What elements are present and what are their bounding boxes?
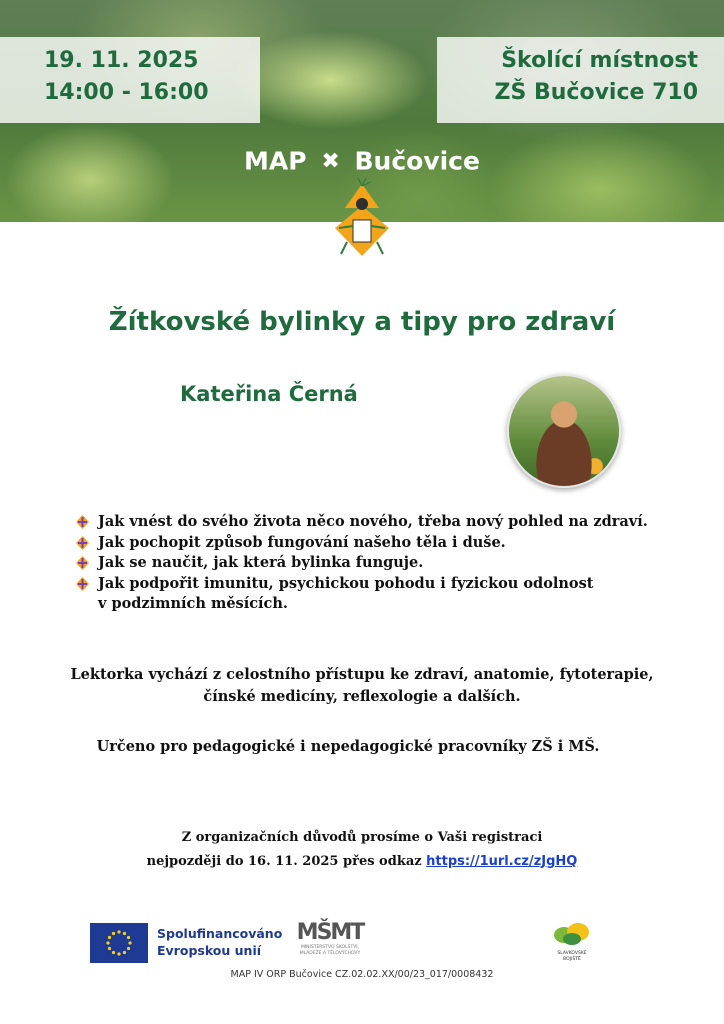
bullet-icon — [76, 515, 89, 529]
registration-line-1: Z organizačních důvodů prosíme o Vaši registraci — [181, 830, 543, 845]
logo-town-text: Bučovice — [354, 146, 480, 176]
registration-link[interactable]: https://1url.cz/zJgHQ — [426, 854, 578, 869]
bullet-icon — [76, 556, 89, 570]
eu-flag-icon — [90, 923, 148, 963]
approach-line: Lektorka vychází z celostního přístupu ke zdraví, anatomie, fytoterapie, — [70, 666, 654, 683]
list-item — [76, 512, 676, 533]
bullet-text: Jak podpořit imunitu, psychickou pohodu i fyzickou odolnost — [98, 574, 594, 592]
slavkovske-bojiste-logo — [548, 923, 596, 963]
mascot-figure-icon — [329, 178, 395, 262]
msmt-line: MLÁDEŽE A TĚLOVÝCHOVY — [299, 951, 361, 956]
event-time: 14:00 - 16:00 — [44, 80, 209, 105]
bullet-text: Jak se naučit, jak která bylinka funguje. — [98, 554, 424, 571]
date-time-box — [0, 37, 260, 123]
slav-line: BOJIŠTĚ — [563, 957, 581, 962]
msmt-mark: MŠMT — [296, 920, 364, 945]
lecturer-name: Kateřina Černá — [180, 382, 358, 406]
logo-map-text: MAP — [244, 146, 307, 176]
event-date: 19. 11. 2025 — [44, 48, 199, 73]
registration-line-2 — [0, 854, 724, 869]
list-item — [76, 574, 676, 595]
audience-text: Určeno pro pedagogické i nepedagogické pracovníky ZŠ i MŠ. — [96, 738, 600, 755]
approach-line: čínské medicíny, reflexologie a dalších. — [203, 688, 521, 705]
leaf-icon — [550, 923, 594, 945]
venue-address: ZŠ Bučovice 710 — [494, 80, 698, 105]
topic-list — [76, 512, 676, 615]
venue-name: Školící místnost — [501, 48, 698, 73]
bullet-icon — [76, 536, 89, 550]
approach-paragraph — [0, 664, 724, 708]
lecturer-photo — [507, 374, 621, 488]
eu-line: Evropskou unií — [157, 943, 262, 958]
project-footer: MAP IV ORP Bučovice CZ.02.02.XX/00/23_017/0008432 — [230, 969, 494, 980]
list-item — [76, 553, 676, 574]
msmt-logo — [285, 920, 375, 957]
msmt-line: MINISTERSTVO ŠKOLSTVÍ, — [300, 945, 360, 950]
eu-cofunding-text — [157, 925, 282, 959]
event-title: Žítkovské bylinky a tipy pro zdraví — [108, 307, 616, 337]
eu-line: Spolufinancováno — [157, 926, 283, 941]
bullet-text: Jak vnést do svého života něco nového, třeba nový pohled na zdraví. — [98, 513, 648, 530]
slav-line: SLAVKOVSKÉ — [557, 951, 587, 956]
cross-icon: ✖ — [321, 148, 340, 174]
registration-deadline: nejpozději do 16. 11. 2025 přes odkaz — [146, 854, 422, 869]
bullet-text: v podzimních měsících. — [98, 595, 288, 612]
bullet-text: Jak pochopit způsob fungování našeho těla i duše. — [98, 533, 506, 551]
bullet-icon — [76, 577, 89, 591]
list-item-continuation — [76, 594, 676, 615]
map-bucovice-logo — [0, 145, 724, 176]
venue-box — [437, 37, 724, 123]
list-item — [76, 533, 676, 554]
